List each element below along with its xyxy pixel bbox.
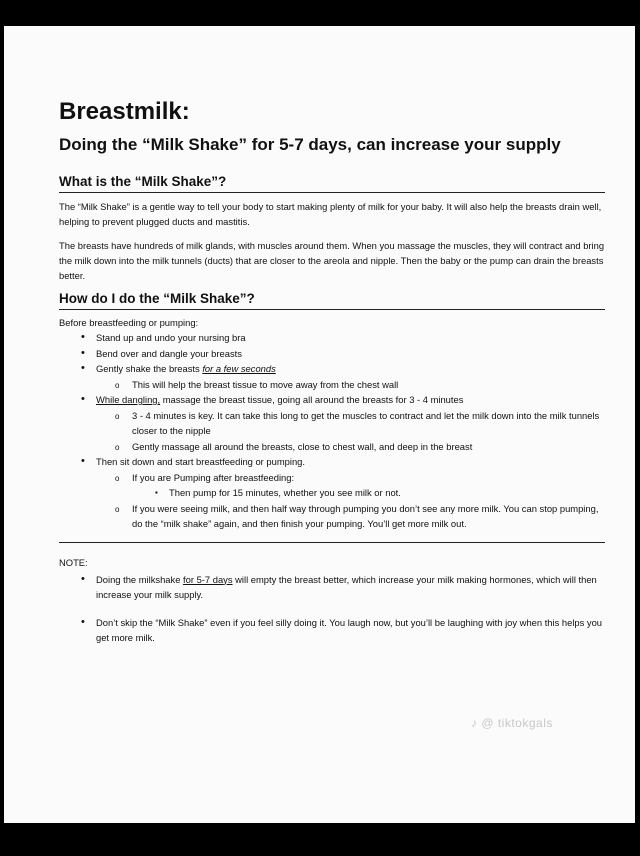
step-item — [59, 361, 605, 392]
step-item — [59, 454, 605, 532]
substep-item: o Gently massage all around the breasts, close to chest wall, and deep in the breast — [59, 439, 605, 455]
substeps-list — [59, 408, 605, 455]
section-divider — [59, 542, 605, 543]
step-item: • Stand up and undo your nursing bra — [59, 330, 605, 346]
substeps-list — [59, 470, 605, 532]
steps-list — [59, 330, 605, 532]
substep-text: If you are Pumping after breastfeeding: — [132, 471, 295, 483]
step-text: Then sit down and start breastfeeding or pumping. — [96, 456, 305, 467]
note-item — [59, 572, 605, 603]
substeps-list — [59, 377, 605, 393]
step-emphasis: for a few seconds — [202, 363, 276, 374]
step-text: Gently shake the breasts — [96, 363, 203, 374]
note-emphasis: for 5-7 days — [183, 573, 233, 585]
step-item — [59, 392, 605, 454]
step-text: massage the breast tissue, going all around the breasts for 3 - 4 minutes — [160, 394, 464, 405]
paragraph-intro: The “Milk Shake” is a gentle way to tell your body to start making plenty of milk for your baby. It will also help the breasts drain well, helping to prevent plugged ducts and mastitis. — [59, 201, 602, 227]
subsubstep-item: ▪ Then pump for 15 minutes, whether you see milk or not. — [59, 485, 605, 501]
paragraph-glands: The breasts have hundreds of milk glands, with muscles around them. When you massage the muscles, they will contract and bring the milk down into the milk tunnels (ducts) that are closer to the areola and nipple. Then the baby or the pump can drain the breasts better. — [59, 240, 605, 281]
document-content — [59, 98, 605, 646]
document-subtitle: Doing the “Milk Shake” for 5-7 days, can increase your supply — [59, 135, 561, 154]
substep-item — [59, 470, 605, 501]
section-heading-what: What is the “Milk Shake”? — [59, 174, 605, 193]
step-item: • Bend over and dangle your breasts — [59, 346, 605, 362]
note-text: will empty the breast better, which increase your milk making hormones, which will then increase your milk supply. — [96, 573, 597, 600]
notes-list — [59, 572, 605, 646]
note-label: NOTE: — [59, 556, 88, 568]
note-item: • Don’t skip the “Milk Shake” even if you feel silly doing it. You laugh now, but you’ll be laughing with joy when this helps you get more milk. — [59, 615, 605, 646]
subsubsteps-list — [59, 485, 605, 501]
section-heading-how: How do I do the “Milk Shake”? — [59, 291, 605, 310]
document-title: Breastmilk: — [59, 98, 190, 125]
substep-item: o If you were seeing milk, and then half way through pumping you don’t see any more milk. You can stop pumping, do the “milk shake” again, and then finish your pumping. You’ll get more milk out. — [59, 501, 605, 532]
tiktok-watermark: ♪ @ tiktokgals — [471, 716, 553, 730]
steps-lead: Before breastfeeding or pumping: — [59, 317, 199, 328]
substep-item: o 3 - 4 minutes is key. It can take this long to get the muscles to contract and let the milk down into the milk tunnels closer to the nipple — [59, 408, 605, 439]
document-page — [4, 26, 635, 823]
step-emphasis: While dangling, — [96, 394, 161, 405]
substep-item: o This will help the breast tissue to move away from the chest wall — [59, 377, 605, 393]
note-text: Doing the milkshake — [96, 573, 184, 585]
